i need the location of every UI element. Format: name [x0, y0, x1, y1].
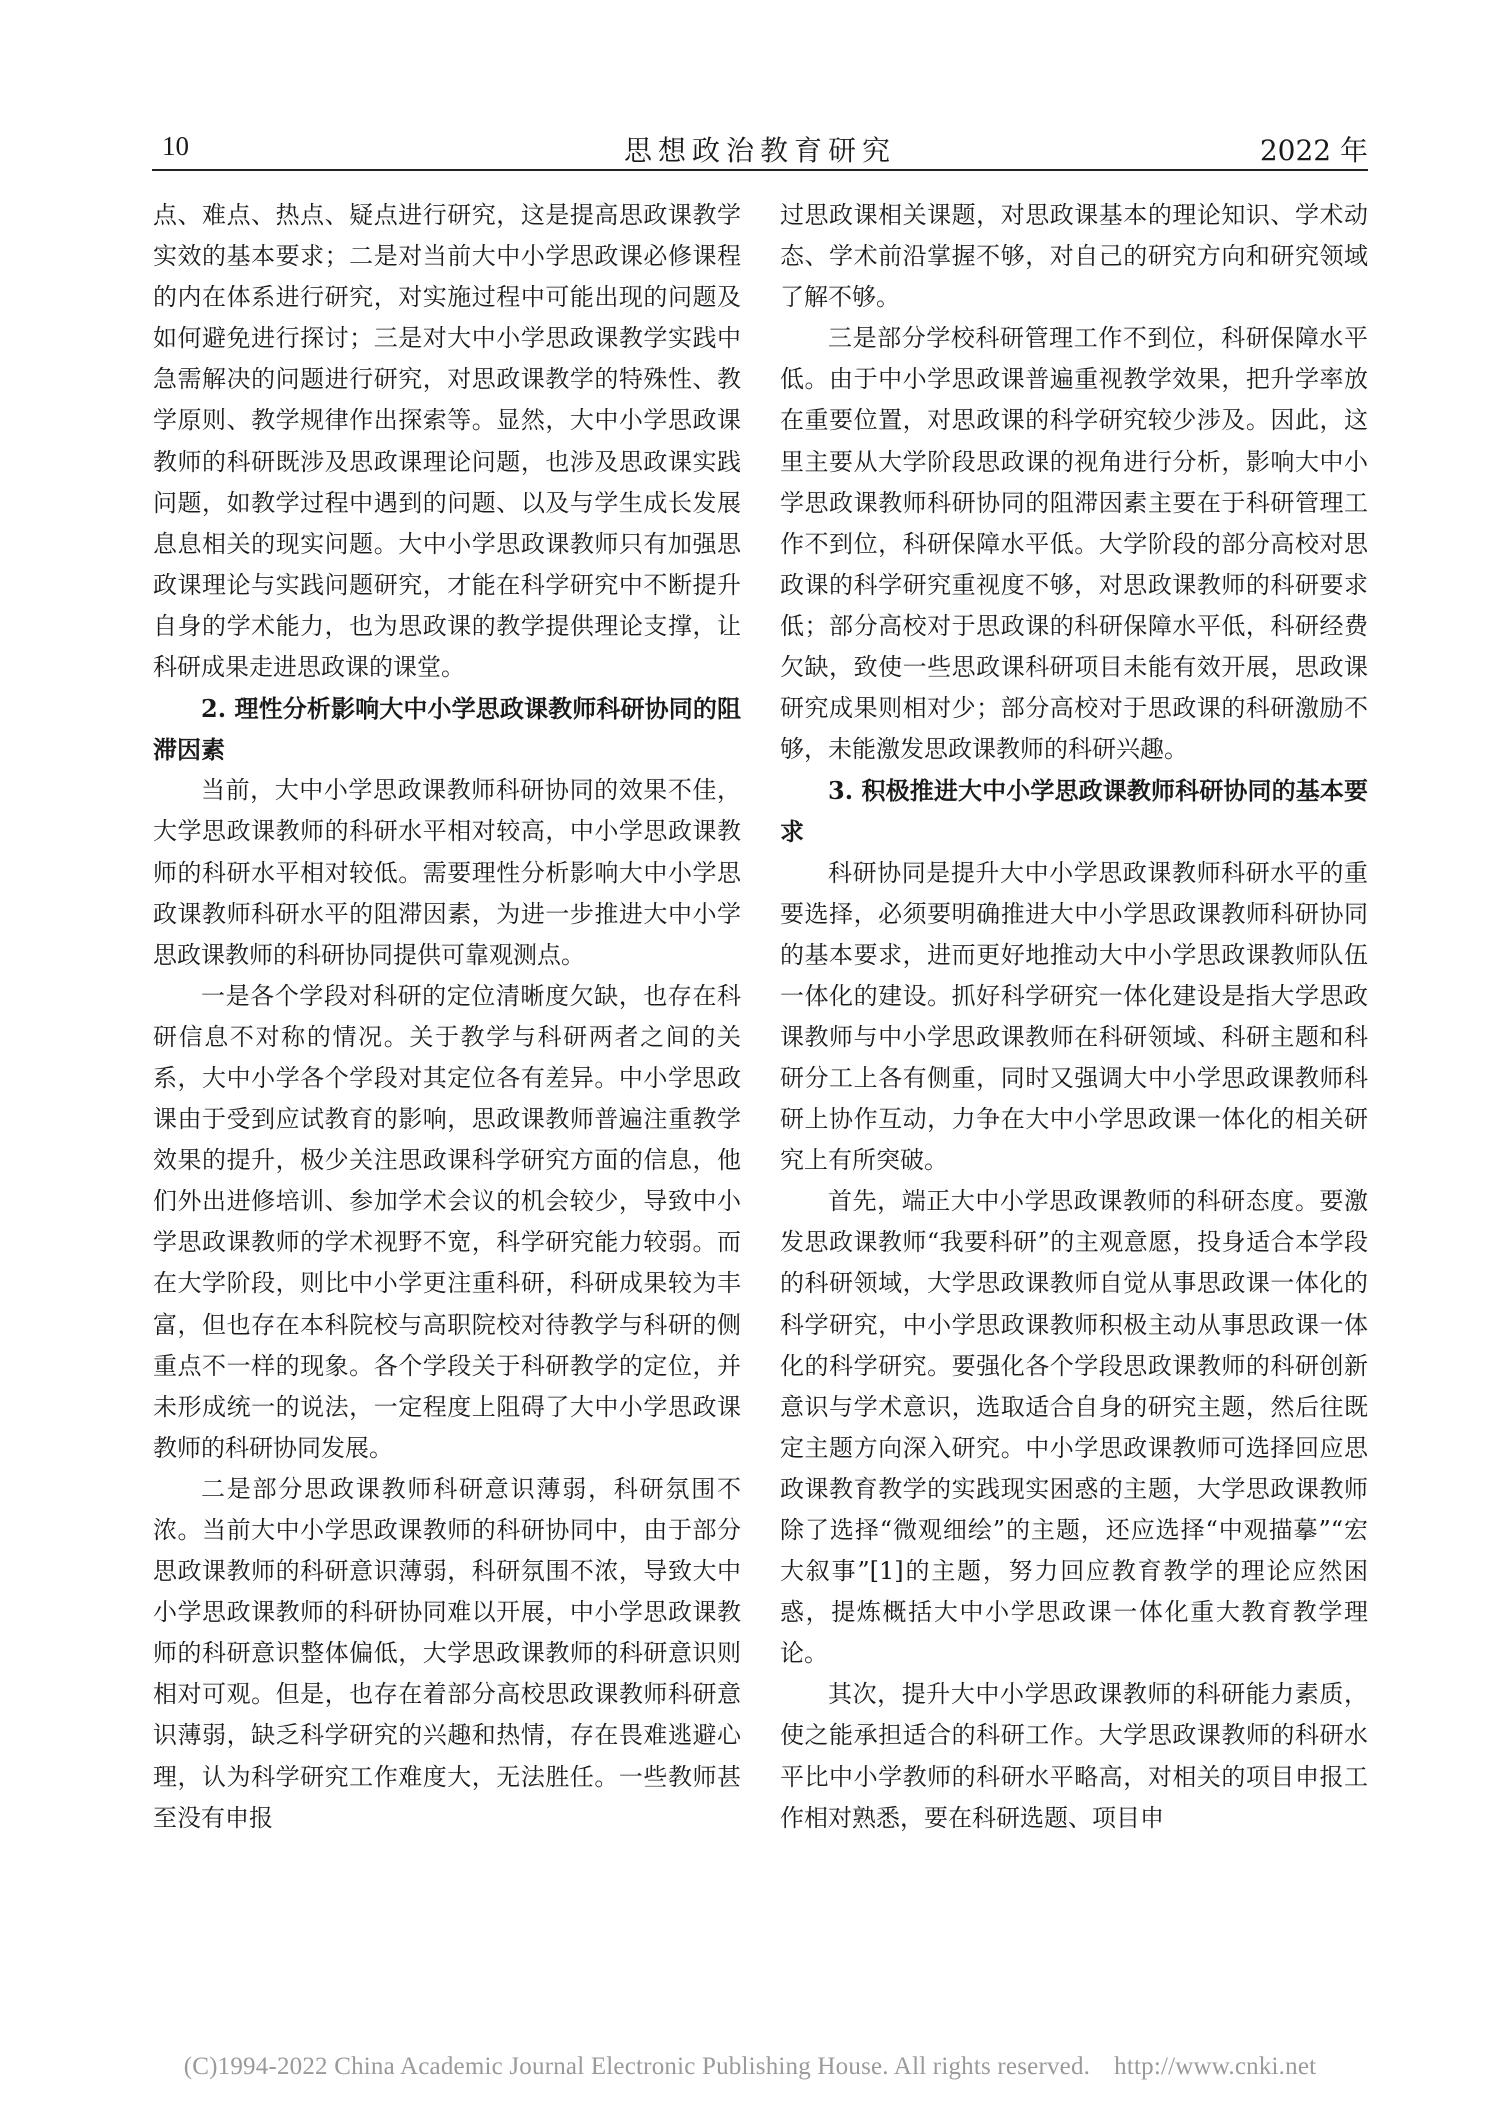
paragraph: 一是各个学段对科研的定位清晰度欠缺，也存在科研信息不对称的情况。关于教学与科研两者之间的关系，大中小学各个学段对其定位各有差异。中小学思政课由于受到应试教育的影响，思政课教师普遍注重教学效果的提升，极少关注思政课科学研究方面的信息，他们外出进修培训、参加学术会议的机会较少，导致中小学思政课教师的学术视野不宽，科学研究能力较弱。而在大学阶段，则比中小学更注重科研，科研成果较为丰富，但也存在本科院校与高职院校对待教学与科研的侧重点不一样的现象。各个学段关于科研教学的定位，并未形成统一的说法，一定程度上阻碍了大中小学思政课教师的科研协同发展。 — [153, 981, 741, 1462]
paragraph: 首先，端正大中小学思政课教师的科研态度。要激发思政课教师“我要科研”的主观意愿，投身适合本学段的科研领域，大学思政课教师自觉从事思政课一体化的科学研究，中小学思政课教师积极主动从事思政课一体化的科学研究。要强化各个学段思政课教师的科研创新意识与学术意识，选取适合自身的研究主题，然后往既定主题方向深入研究。中小学思政课教师可选择回应思政课教育教学的实践现实困惑的主题，大学思政课教师除了选择“微观细绘”的主题，还应选择“中观描摹”“宏大叙事”[1]的主题，努力回应教育教学的理论应然困惑，提炼概括大中小学思政课一体化重大教育教学理论。 — [780, 1187, 1368, 1668]
section-heading-3: 3. 积极推进大中小学思政课教师科研协同的基本要求 — [780, 776, 1368, 847]
right-column — [780, 195, 1368, 1839]
paragraph: 科研协同是提升大中小学思政课教师科研水平的重要选择，必须要明确推进大中小学思政课教师科研协同的基本要求，进而更好地推动大中小学思政课教师队伍一体化的建设。抓好科学研究一体化建设是指大学思政课教师与中小学思政课教师在科研领域、科研主题和科研分工上各有侧重，同时又强调大中小学思政课教师科研上协作互动，力争在大中小学思政课一体化的相关研究上有所突破。 — [780, 858, 1368, 1175]
cnki-url: http://www.cnki.net — [1114, 2053, 1317, 2080]
paragraph: 三是部分学校科研管理工作不到位，科研保障水平低。由于中小学思政课普遍重视教学效果，把升学率放在重要位置，对思政课的科学研究较少涉及。因此，这里主要从大学阶段思政课的视角进行分析，影响大中小学思政课教师科研协同的阻滞因素主要在于科研管理工作不到位，科研保障水平低。大学阶段的部分高校对思政课的科学研究重视度不够，对思政课教师的科研要求低；部分高校对于思政课的科研保障水平低，科研经费欠缺，致使一些思政课科研项目未能有效开展，思政课研究成果则相对少；部分高校对于思政课的科研激励不够，未能激发思政课教师的科研兴趣。 — [780, 324, 1368, 764]
journal-title: 思想政治教育研究 — [623, 134, 896, 167]
publication-year: 2022 年 — [1259, 134, 1368, 167]
paragraph: 点、难点、热点、疑点进行研究，这是提高思政课教学实效的基本要求；二是对当前大中小学思政课必修课程的内在体系进行研究，对实施过程中可能出现的问题及如何避免进行探讨；三是对大中小学思政课教学实践中急需解决的问题进行研究，对思政课教学的特殊性、教学原则、教学规律作出探索等。显然，大中小学思政课教师的科研既涉及思政课理论问题，也涉及思政课实践问题，如教学过程中遇到的问题、以及与学生成长发展息息相关的现实问题。大中小学思政课教师只有加强思政课理论与实践问题研究，才能在科学研究中不断提升自身的学术能力，也为思政课的教学提供理论支撑，让科研成果走进思政课的课堂。 — [153, 201, 741, 682]
paragraph: 过思政课相关课题，对思政课基本的理论知识、学术动态、学术前沿掌握不够，对自己的研究方向和研究领域了解不够。 — [780, 201, 1368, 312]
running-header — [152, 127, 1368, 171]
copyright-text: (C)1994-2022 China Academic Journal Electronic Publishing House. All rights reserved. — [183, 2053, 1091, 2080]
section-heading-2: 2. 理性分析影响大中小学思政课教师科研协同的阻滞因素 — [153, 694, 741, 765]
paragraph: 其次，提升大中小学思政课教师的科研能力素质，使之能承担适合的科研工作。大学思政课教师的科研水平比中小学教师的科研水平略高，对相关的项目申报工作相对熟悉，要在科研选题、项目申 — [780, 1680, 1368, 1832]
page-number: 10 — [162, 131, 189, 161]
paragraph: 当前，大中小学思政课教师科研协同的效果不佳，大学思政课教师的科研水平相对较高，中小学思政课教师的科研水平相对较低。需要理性分析影响大中小学思政课教师科研水平的阻滞因素，为进一步推进大中小学思政课教师的科研协同提供可靠观测点。 — [153, 776, 741, 969]
paragraph: 二是部分思政课教师科研意识薄弱，科研氛围不浓。当前大中小学思政课教师的科研协同中，由于部分思政课教师的科研意识薄弱，科研氛围不浓，导致大中小学思政课教师的科研协同难以开展，中小学思政课教师的科研意识整体偏低，大学思政课教师的科研意识则相对可观。但是，也存在着部分高校思政课教师科研意识薄弱，缺乏科学研究的兴趣和热情，存在畏难逃避心理，认为科学研究工作难度大，无法胜任。一些教师甚至没有申报 — [153, 1474, 741, 1832]
copyright-footer — [0, 2053, 1500, 2081]
left-column — [153, 195, 741, 1839]
